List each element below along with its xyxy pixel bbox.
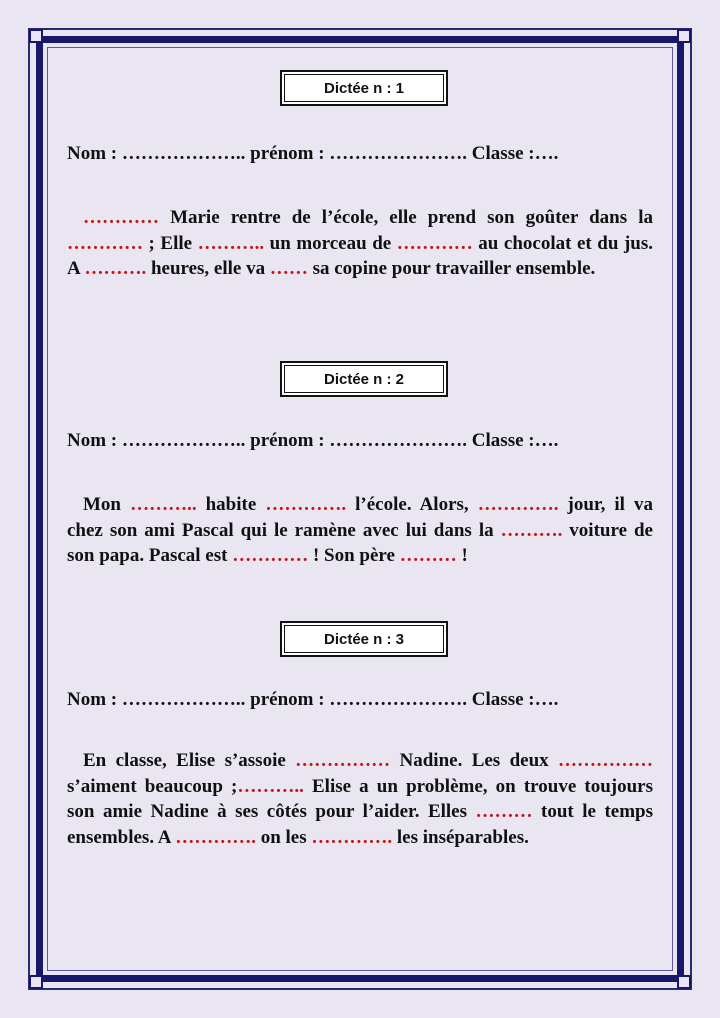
dictee-1-title-box xyxy=(280,70,448,106)
classe-label: Classe :…. xyxy=(471,143,559,164)
dictee-3-paragraph xyxy=(67,748,653,850)
blank: ……… xyxy=(475,801,533,822)
nom-label: Nom : xyxy=(67,689,118,710)
text-segment: Elise a un problème, on trouve toujours son amie Nadine à ses côtés pour l’aider. Elles xyxy=(67,775,653,822)
blank: ………… xyxy=(83,207,159,228)
blank: …………… xyxy=(295,750,391,771)
blank: ……….. xyxy=(197,232,265,254)
blank: …… xyxy=(269,258,308,279)
text-segment: voiture de son papa. Pascal est xyxy=(67,519,653,566)
text-segment: au chocolat et du jus. A xyxy=(67,232,653,279)
dictee-1-paragraph xyxy=(67,205,653,282)
blank: …………. xyxy=(175,826,256,848)
blank: ………. xyxy=(500,519,563,541)
text-segment: tout le temps ensembles. A xyxy=(67,801,654,848)
blank: ………… xyxy=(232,545,309,566)
blank: ………. xyxy=(84,258,147,279)
text-segment: heures, elle va xyxy=(146,258,270,279)
text-segment: ! Son père xyxy=(308,545,400,566)
nom-blank: ……………….. xyxy=(121,689,246,710)
dictee-2-title-box xyxy=(280,361,448,397)
dictee-2-paragraph xyxy=(67,492,653,569)
dictee-3-title: Dictée n : 3 xyxy=(284,625,444,653)
blank: ………… xyxy=(67,232,143,254)
blank: …………. xyxy=(311,826,393,848)
dictee-2-student-info-line xyxy=(67,430,667,452)
text-segment: on les xyxy=(255,826,312,848)
text-segment: les inséparables. xyxy=(392,826,529,848)
prenom-label: prénom : xyxy=(250,143,325,164)
dictee-1-title: Dictée n : 1 xyxy=(284,74,444,102)
prenom-label: prénom : xyxy=(250,430,325,451)
text-segment: l’école. Alors, xyxy=(346,494,478,515)
blank: …………. xyxy=(265,494,347,515)
blank: ……….. xyxy=(130,494,197,515)
text-segment: Mon xyxy=(83,494,131,515)
text-segment: habite xyxy=(196,494,266,515)
text-segment: En classe, Elise s’assoie xyxy=(83,750,296,771)
text-segment: ! xyxy=(456,545,468,566)
text-segment: ; Elle xyxy=(143,232,198,254)
classe-label: Classe :…. xyxy=(471,689,559,710)
dictee-2-title: Dictée n : 2 xyxy=(284,365,444,393)
prenom-blank: …………………. xyxy=(329,689,468,710)
text-segment: Nadine. Les deux xyxy=(390,750,558,771)
text-segment: Marie rentre de l’école, elle prend son goûter dans la xyxy=(159,207,653,228)
text-segment: sa copine pour travailler ensemble. xyxy=(307,258,596,279)
nom-label: Nom : xyxy=(67,430,118,451)
dictee-3-student-info-line xyxy=(67,689,667,711)
prenom-blank: …………………. xyxy=(329,430,468,451)
blank: …………. xyxy=(477,494,559,515)
nom-blank: ……………….. xyxy=(121,430,246,451)
text-segment: jour, il va chez son ami Pascal qui le ramène avec lui dans la xyxy=(67,494,654,541)
dictee-1-student-info-line xyxy=(67,143,667,165)
nom-blank: ……………….. xyxy=(121,143,246,164)
text-segment: un morceau de xyxy=(264,232,397,254)
prenom-blank: …………………. xyxy=(329,143,468,164)
text-segment: s’aiment beaucoup ; xyxy=(67,775,238,797)
blank: ……….. xyxy=(237,775,304,797)
nom-label: Nom : xyxy=(67,143,118,164)
prenom-label: prénom : xyxy=(250,689,325,710)
dictee-3-title-box xyxy=(280,621,448,657)
classe-label: Classe :…. xyxy=(471,430,559,451)
blank: ………… xyxy=(396,232,473,254)
blank: ……… xyxy=(399,545,457,566)
blank: …………… xyxy=(558,750,653,771)
